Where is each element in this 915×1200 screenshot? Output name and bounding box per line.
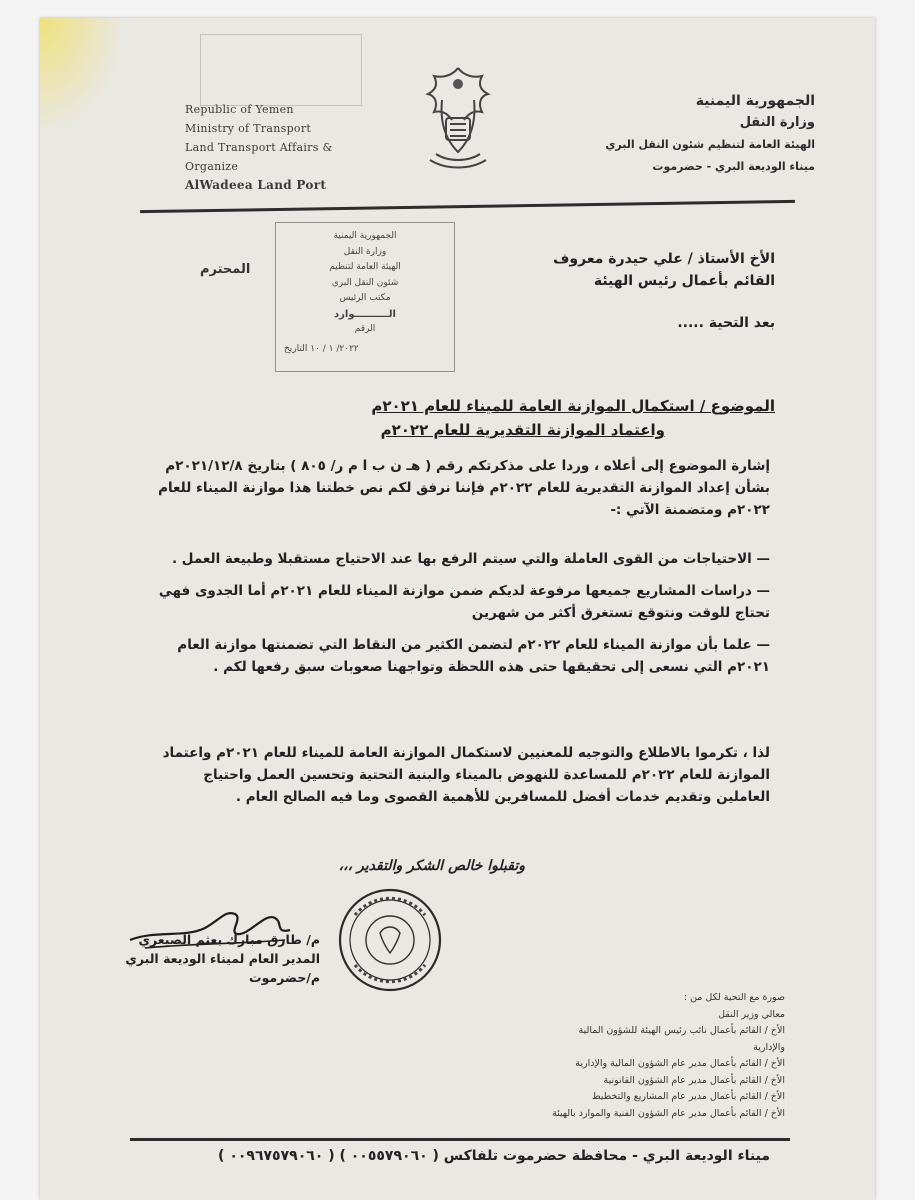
yemen-eagle-emblem-icon xyxy=(412,60,504,178)
bullet-item: — علما بأن موازنة الميناء للعام ٢٠٢٢م لتضمن الكثير من النقاط التي تضمنتها موازنة العام ٢٠٢١م التي نسعى إلى تحقيقها حتى هذه اللحظة وتواجهنا صعوبات سبق رفعها لكم . xyxy=(177,637,770,675)
bullet-text: دراسات المشاريع جميعها مرفوعة لديكم ضمن موازنة الميناء للعام ٢٠٢١م أما الجدوى فهي تحتاج للوقت ونتوقع تستغرق أكثر من شهرين xyxy=(158,583,770,621)
paper-stain xyxy=(40,18,120,128)
copies-heading: صورة مع التحية لكل من : xyxy=(683,992,785,1003)
letterhead-en-line: Land Transport Affairs & Organize xyxy=(185,141,333,173)
letterhead-arabic xyxy=(555,90,815,178)
letterhead-ar-line: الهيئة العامة لتنظيم شئون النقل البري xyxy=(605,138,815,151)
respected-label: المحترم xyxy=(200,262,251,277)
bullet-item: — دراسات المشاريع جميعها مرفوعة لديكم ضمن موازنة الميناء للعام ٢٠٢١م أما الجدوى فهي تحتاج للوقت ونتوقع تستغرق أكثر من شهرين xyxy=(158,583,770,621)
closing-line: وتقبلوا خالص الشكر والتقدير ،،، xyxy=(338,858,525,874)
copies-list xyxy=(545,990,785,1122)
header-faded-box xyxy=(200,34,362,106)
official-seal xyxy=(335,885,445,995)
copy-item: الأخ / القائم بأعمال مدير عام الشؤون الفنية والموارد بالهيئة xyxy=(552,1107,785,1119)
copy-item: الأخ / القائم بأعمال نائب رئيس الهيئة للشؤون المالية والإدارية xyxy=(578,1025,785,1053)
signer-block xyxy=(100,930,320,987)
addressee-name: الأخ الأستاذ / علي حيدرة معروف xyxy=(553,251,775,267)
stamp-date: ٢٠٢٢/ ١ / ١٠ التاريخ xyxy=(284,343,359,354)
bullet-item: — الاحتياجات من القوى العاملة والتي سيتم الرفع بها عند الاحتياج مستقبلا وطبيعة العمل . xyxy=(171,551,770,567)
letterhead-ar-line: الجمهورية اليمنية xyxy=(695,93,815,109)
subject-line-1: الموضوع / استكمال الموازنة العامة للميناء للعام ٢٠٢١م xyxy=(371,397,775,415)
letterhead-ar-line: ميناء الوديعة البري - حضرموت xyxy=(652,160,815,173)
subject-line xyxy=(215,394,775,442)
body-paragraph-2: لذا ، تكرموا بالاطلاع والتوجيه للمعنيين لاستكمال الموازنة العامة للميناء للعام ٢٠٢١م واعتماد الموازنة للعام ٢٠٢٢م للمساعدة للنهوض بالميناء والبنية التحتية وتحسين العمل واحتياج العاملين وتقديم خدمات أفضل للمسافرين للأهمية القصوى وما فيه الصالح العام . xyxy=(162,745,770,805)
letterhead-en-line: AlWadeea Land Port xyxy=(185,178,327,192)
signer-location: م/حضرموت xyxy=(249,970,320,985)
letterhead-en-line: Ministry of Transport xyxy=(185,122,312,135)
body-bullets xyxy=(150,548,770,688)
stamp-line: الرقم xyxy=(354,324,376,334)
letterhead-english xyxy=(185,100,375,195)
bullet-text: الاحتياجات من القوى العاملة والتي سيتم الرفع بها عند الاحتياج مستقبلا وطبيعة العمل . xyxy=(171,551,752,567)
footer-divider xyxy=(130,1138,790,1141)
copy-item: الأخ / القائم بأعمال مدير عام الشؤون القانونية xyxy=(603,1074,785,1086)
stamp-line: الــــــــــوارد xyxy=(334,308,396,320)
signer-title: المدير العام لميناء الوديعة البري xyxy=(125,951,320,966)
letterhead-ar-line: وزارة النقل xyxy=(739,115,815,130)
subject-line-2: واعتماد الموازنة التقديرية للعام ٢٠٢٢م xyxy=(380,421,665,439)
stamp-line: شئون النقل البري xyxy=(331,277,399,288)
letterhead-en-line: Republic of Yemen xyxy=(185,103,294,116)
stamp-line: مكتب الرئيس xyxy=(339,293,391,303)
stamp-line: الجمهورية اليمنية xyxy=(333,231,397,241)
stamp-line: الهيئة العامة لتنظيم xyxy=(329,262,401,272)
greeting: بعد التحية ..... xyxy=(677,315,775,331)
copy-item: الأخ / القائم بأعمال مدير عام الشؤون المالية والإدارية xyxy=(575,1058,785,1069)
stamp-line: وزارة النقل xyxy=(343,246,387,257)
signer-name: م/ طارق مبارك بعثم الصيعري xyxy=(138,932,320,947)
body-paragraph-1: إشارة الموضوع إلى أعلاه ، وردا على مذكرتكم رقم ( هـ ن ب ا م ر/ ٨٠٥ ) بتاريخ ٢٠٢١/١٢/٨م بشأن إعداد الموازنة التقديرية للعام ٢٠٢٢م فإننا نرفق لكم نص خطتنا هذا موازنة الميناء للعام ٢٠٢٢م ومتضمنة الآتي :- xyxy=(158,458,770,518)
footer-contact: ميناء الوديعة البري - محافظة حضرموت تلفاكس ( ٠٠٥٥٧٩٠٦٠ ) ( ٠٠٩٦٧٥٧٩٠٦٠ ) xyxy=(218,1148,770,1164)
copy-item: معالي وزير النقل xyxy=(718,1008,785,1020)
incoming-stamp xyxy=(275,222,455,372)
addressee-block xyxy=(455,248,775,334)
copy-item: الأخ / القائم بأعمال مدير عام المشاريع والتخطيط xyxy=(591,1091,785,1102)
bullet-text: علما بأن موازنة الميناء للعام ٢٠٢٢م لتضمن الكثير من النقاط التي تضمنتها موازنة العام ٢٠٢١م التي نسعى إلى تحقيقها حتى هذه اللحظة وتواجهنا صعوبات سبق رفعها لكم . xyxy=(177,637,770,675)
addressee-title: القائم بأعمال رئيس الهيئة xyxy=(593,273,775,289)
